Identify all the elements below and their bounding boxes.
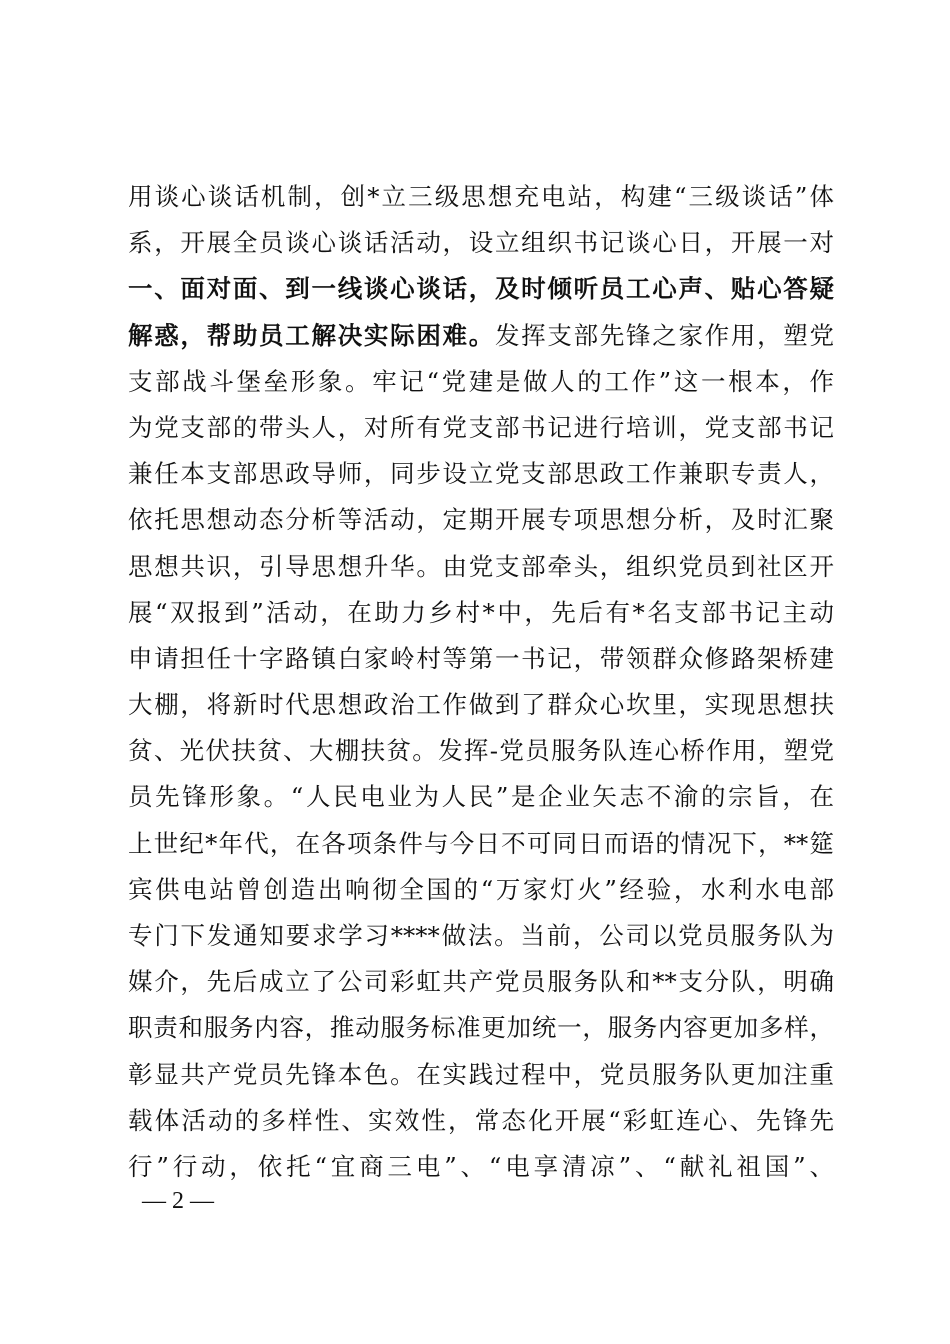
page-number: — 2 — xyxy=(142,1188,214,1214)
text-line: 为党支部的带头人，对所有党支部书记进行培训，党支部书记 xyxy=(128,412,834,442)
text-line: 系，开展全员谈心谈话活动，设立组织书记谈心日，开展一对 xyxy=(128,228,834,258)
text-line: 申请担任十字路镇白家岭村等第一书记，带领群众修路架桥建 xyxy=(128,643,834,673)
text-line-continuation: 发挥支部先锋之家作用，塑党 xyxy=(494,320,834,350)
text-line: 上世纪*年代，在各项条件与今日不可同日而语的情况下，**筵 xyxy=(128,828,834,858)
text-line: 行”行动，依托“宜商三电”、“电享清凉”、“献礼祖国”、 xyxy=(128,1151,834,1181)
text-line: 用谈心谈话机制，创*立三级思想充电站，构建“三级谈话”体 xyxy=(128,182,834,211)
text-line: 思想共识，引导思想升华。由党支部牵头，组织党员到社区开 xyxy=(128,551,834,581)
text-line: 大棚，将新时代思想政治工作做到了群众心坎里，实现思想扶 xyxy=(128,690,834,720)
text-line: 彰显共产党员先锋本色。在实践过程中，党员服务队更加注重 xyxy=(128,1059,834,1089)
text-line: 专门下发通知要求学习****做法。当前，公司以党员服务队为 xyxy=(128,921,834,950)
text-line: 员先锋形象。“人民电业为人民”是企业矢志不渝的宗旨，在 xyxy=(128,782,834,812)
text-line: 职责和服务内容，推动服务标准更加统一，服务内容更加多样， xyxy=(128,1013,834,1043)
text-line: 展“双报到”活动，在助力乡村*中，先后有*名支部书记主动 xyxy=(128,597,834,627)
text-line: 媒介，先后成立了公司彩虹共产党员服务队和**支分队，明确 xyxy=(128,967,834,997)
text-line-mixed xyxy=(128,313,834,359)
text-line: 依托思想动态分析等活动，定期开展专项思想分析，及时汇聚 xyxy=(128,505,834,535)
bold-sentence-end: 解惑，帮助员工解决实际困难。 xyxy=(128,320,495,350)
text-line: 宾供电站曾创造出响彻全国的“万家灯火”经验，水利水电部 xyxy=(128,874,834,904)
text-line: 兼任本支部思政导师，同步设立党支部思政工作兼职专责人， xyxy=(128,459,834,489)
text-line-bold: 一、面对面、到一线谈心谈话，及时倾听员工心声、贴心答疑 xyxy=(128,274,834,304)
body-paragraph xyxy=(128,174,834,1190)
text-line: 载体活动的多样性、实效性，常态化开展“彩虹连心、先锋先 xyxy=(128,1105,834,1135)
text-line: 贫、光伏扶贫、大棚扶贫。发挥-党员服务队连心桥作用，塑党 xyxy=(128,736,834,766)
text-line: 支部战斗堡垒形象。牢记“党建是做人的工作”这一根本，作 xyxy=(128,366,834,396)
